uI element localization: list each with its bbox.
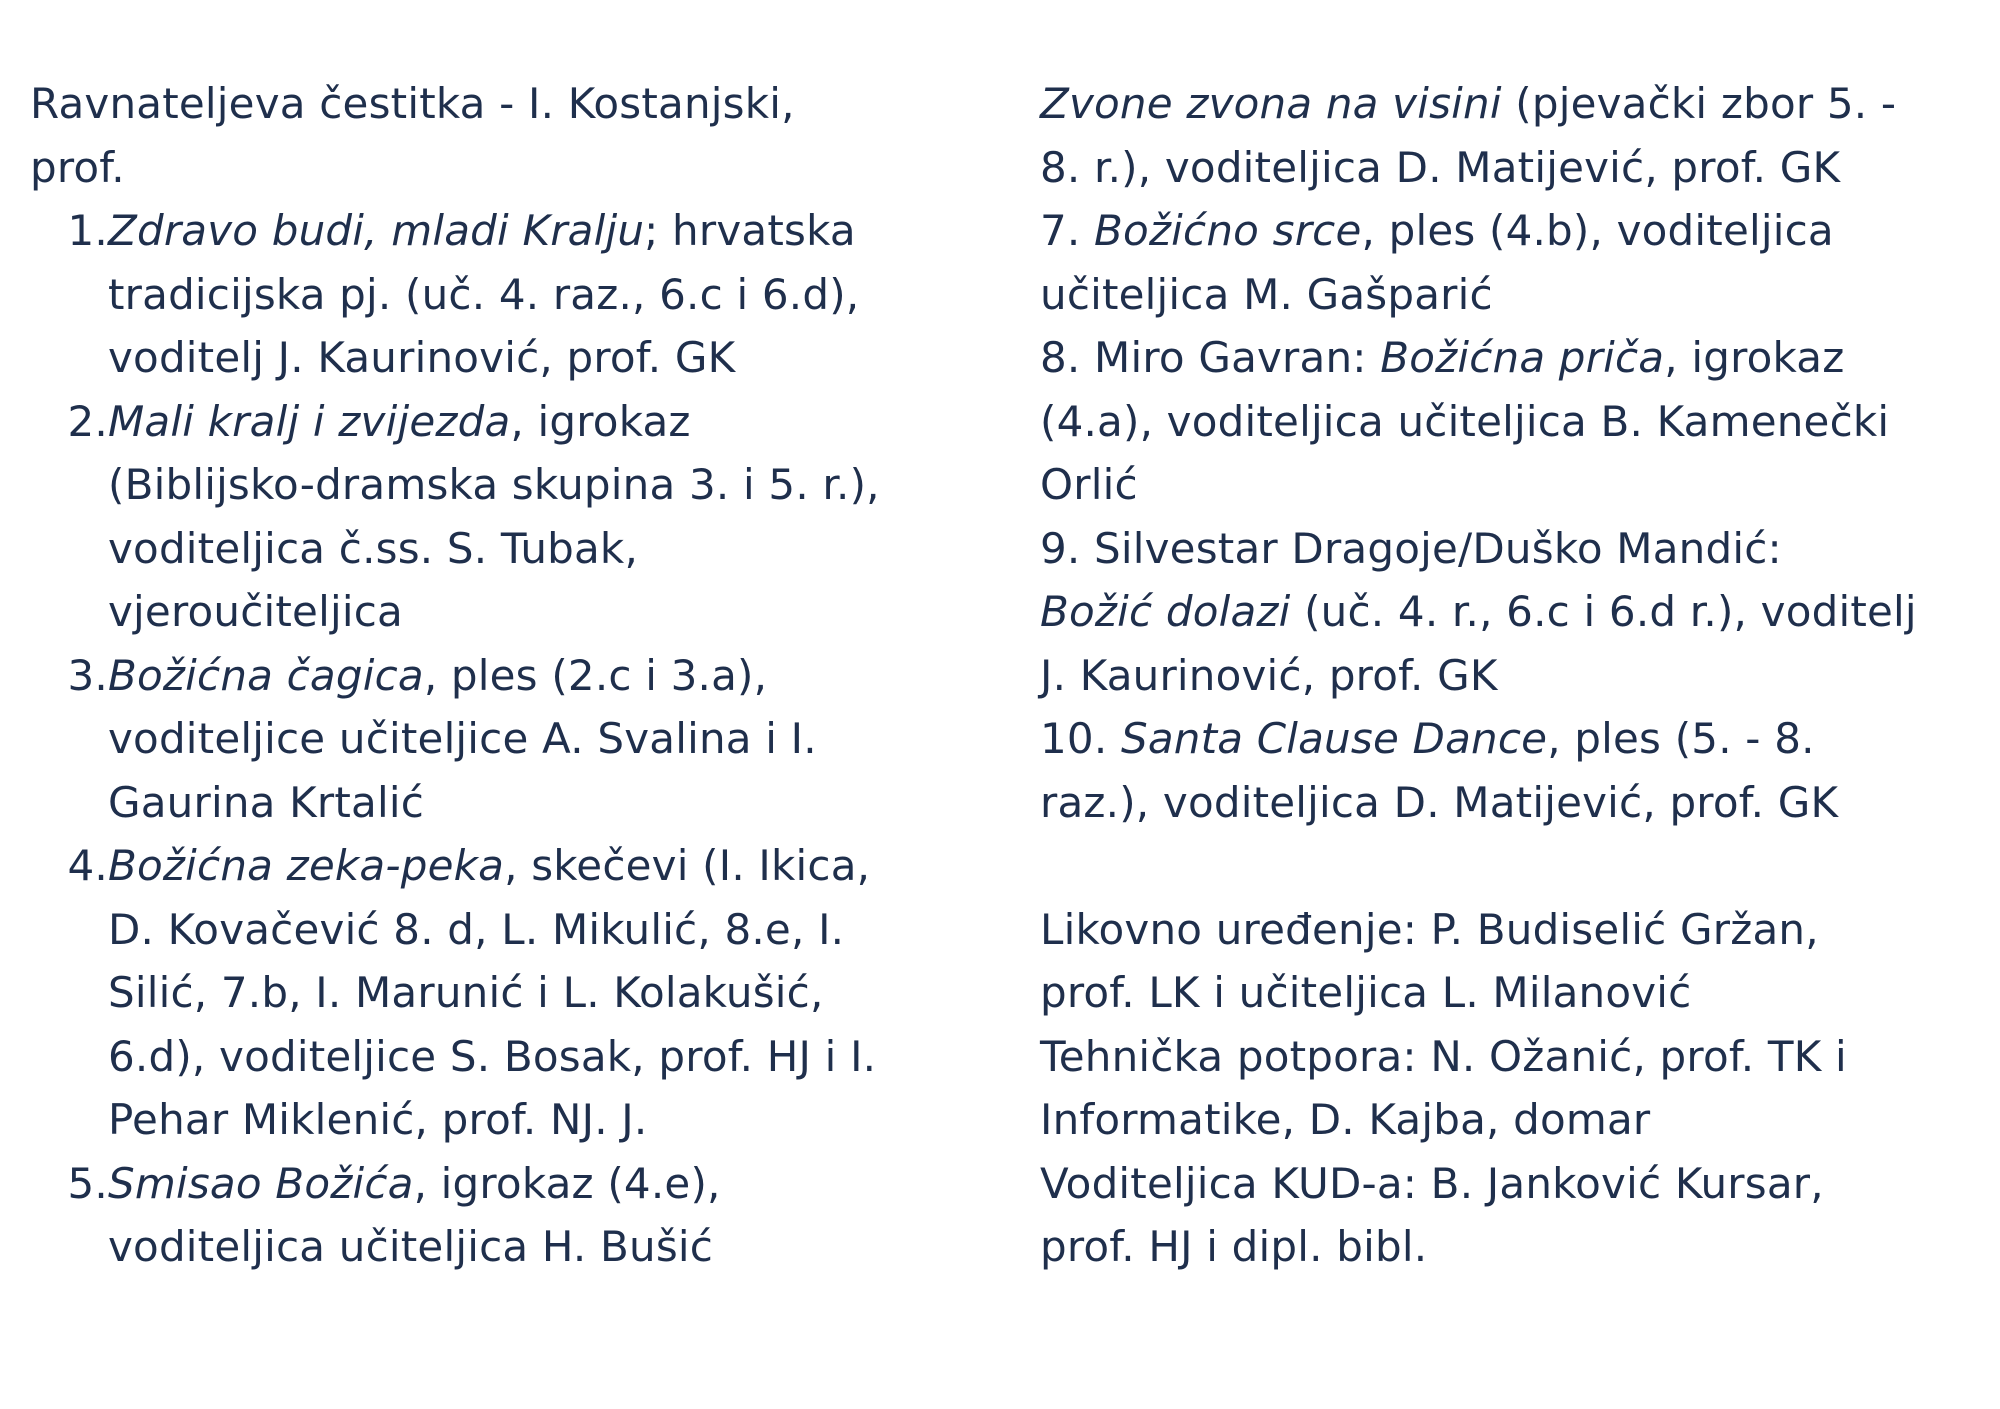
credits-line-5: Voditeljica KUD-a: B. Janković Kursar,: [1040, 1158, 1824, 1208]
credits-line-4: Informatike, D. Kajba, domar: [1040, 1095, 1651, 1144]
spacer: [1040, 834, 1995, 898]
item-number: 1.: [67, 206, 108, 255]
item-title: Božićna zeka-peka: [108, 841, 505, 890]
item-number: 3.: [67, 650, 108, 700]
right-line-11: 10. Santa Clause Dance, ples (5. - 8.: [1040, 714, 1815, 763]
item-title: Božićno srce: [1094, 206, 1362, 255]
item-title: Zvone zvona na visini: [1040, 79, 1502, 128]
item-title: Zdravo budi, mladi Kralju: [108, 206, 645, 255]
right-line-10: J. Kaurinović, prof. GK: [1040, 650, 1498, 700]
item-number: 2.: [67, 396, 108, 446]
program-item-1: 1. Zdravo budi, mladi Kralju; hrvatska tradicijska pj. (uč. 4. raz., 6.c i 6.d), voditelj J. Kaurinović, prof. GK: [30, 199, 990, 390]
item-number: 5.: [67, 1158, 108, 1208]
credits-line-3: Tehnička potpora: N. Ožanić, prof. TK i: [1040, 1031, 1847, 1081]
credits-line-6: prof. HJ i dipl. bibl.: [1040, 1222, 1428, 1271]
item-title: Božić dolazi: [1040, 587, 1291, 636]
credits-line-2: prof. LK i učiteljica L. Milanović: [1040, 968, 1692, 1017]
credits-line-1: Likovno uređenje: P. Budiselić Gržan,: [1040, 904, 1819, 954]
right-line-7: Orlić: [1040, 460, 1138, 509]
intro-line-1: Ravnateljeva čestitka - I. Kostanjski,: [30, 79, 795, 128]
right-line-8: 9. Silvestar Dragoje/Duško Mandić:: [1040, 523, 1782, 573]
intro-line-2: prof.: [30, 142, 125, 192]
right-line-9: Božić dolazi (uč. 4. r., 6.c i 6.d r.), voditelj: [1040, 587, 1917, 636]
item-title: Santa Clause Dance: [1120, 714, 1548, 763]
item-number: 4.: [67, 841, 108, 890]
right-line-1: Zvone zvona na visini (pjevački zbor 5. -: [1040, 79, 1897, 128]
program-item-4: 4. Božićna zeka-peka, skečevi (I. Ikica, D. Kovačević 8. d, L. Mikulić, 8.e, I. Silić, 7.b, I. Marunić i L. Kolakušić, 6.d), voditeljice S. Bosak, prof. HJ i I. Pehar Miklenić, prof. NJ. J.: [30, 834, 990, 1152]
program-item-2: 2. Mali kralj i zvijezda, igrokaz (Biblijsko-dramska skupina 3. i 5. r.), voditeljica č.ss. S. Tubak, vjeroučiteljica: [30, 390, 990, 644]
program-item-3: 3. Božićna čagica, ples (2.c i 3.a), voditeljice učiteljice A. Svalina i I. Gaurina Krtalić: [30, 644, 990, 835]
left-column: [30, 72, 990, 1279]
right-line-4: učiteljica M. Gašparić: [1040, 269, 1493, 319]
right-line-5: 8. Miro Gavran: Božićna priča, igrokaz: [1040, 333, 1845, 382]
item-title: Mali kralj i zvijezda: [108, 396, 511, 446]
right-line-6: (4.a), voditeljica učiteljica B. Kamenečki: [1040, 396, 1890, 446]
right-column: [1040, 72, 1995, 1279]
item-title: Božićna čagica: [108, 650, 424, 700]
program-item-5: 5. Smisao Božića, igrokaz (4.e), voditeljica učiteljica H. Bušić: [30, 1152, 990, 1279]
item-title: Smisao Božića: [108, 1158, 414, 1208]
right-line-2: 8. r.), voditeljica D. Matijević, prof. GK: [1040, 142, 1841, 192]
right-line-12: raz.), voditeljica D. Matijević, prof. GK: [1040, 777, 1839, 827]
right-line-3: 7. Božićno srce, ples (4.b), voditeljica: [1040, 206, 1834, 255]
item-title: Božićna priča: [1380, 333, 1665, 382]
